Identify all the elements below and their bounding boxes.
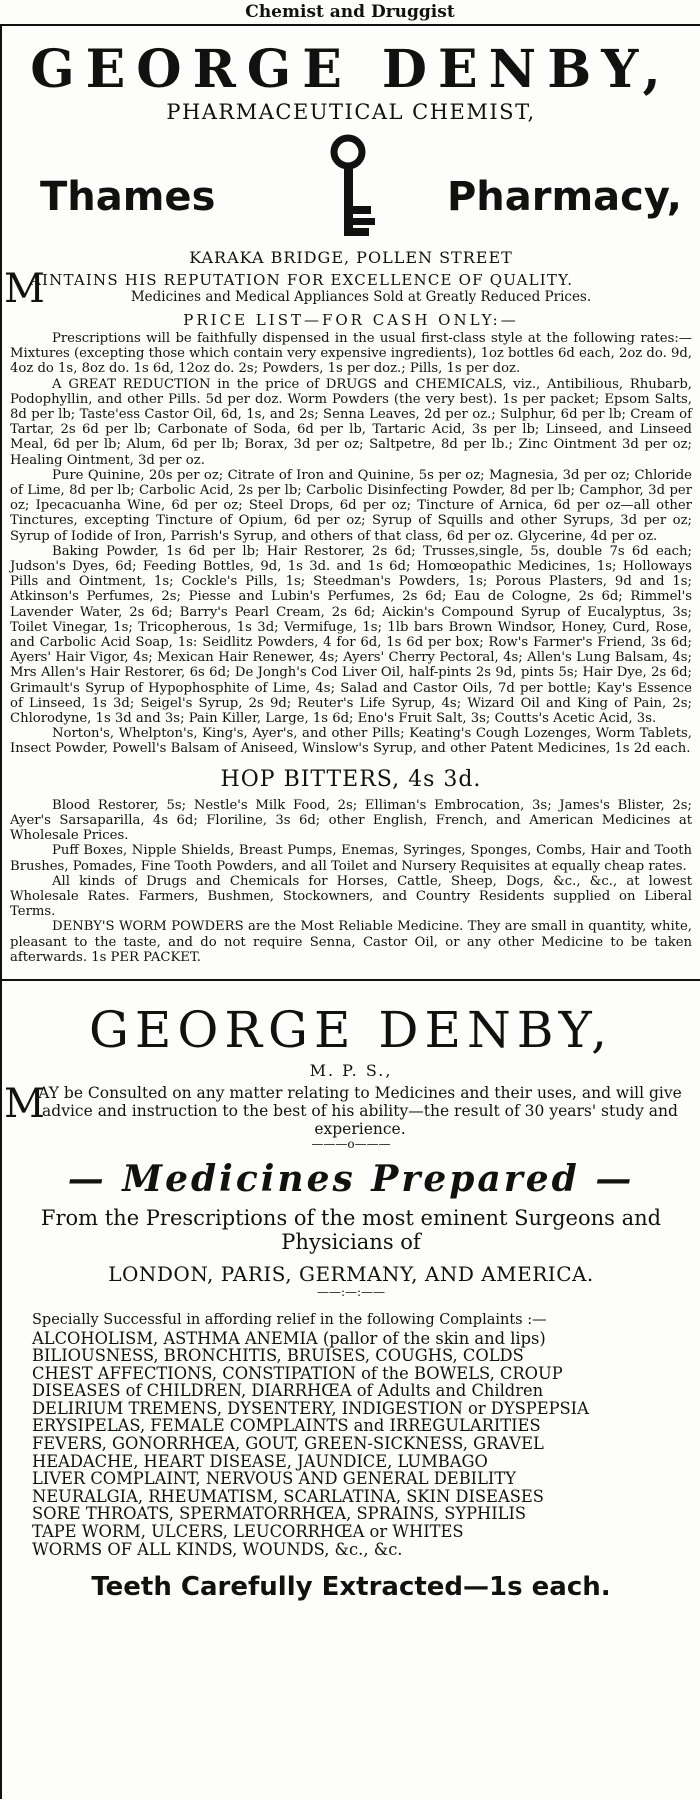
section-divider (2, 979, 700, 981)
price-paragraph: Norton's, Whelpton's, King's, Ayer's, and other Pills; Keating's Cough Lozenges, Worm Tablets, Insect Powder, Powell's Balsam of Aniseed, Winslow's Syrup, and other Patent Medicines, 1s 2d each. (10, 726, 692, 757)
medicines-prepared-heading: — Medicines Prepared — (67, 1157, 635, 1200)
complaint-line: LIVER COMPLAINT, NERVOUS AND GENERAL DEBILITY (32, 1469, 516, 1489)
hop-bitters-heading: HOP BITTERS, 4s 3d. (220, 766, 482, 792)
price-paragraph: Prescriptions will be faithfully dispensed in the usual first-class style at the following rates:—Mixtures (excepting those which contain very expensive ingredients), 1oz bottles 6d each, 2oz do. 9d, 4oz do 1s, 8oz do. 1s 6d, 12oz do. 2s; Powders, 1s per doz.; Pills, 1s per doz. (10, 331, 692, 377)
price-paragraph: Pure Quinine, 20s per oz; Citrate of Iron and Quinine, 5s per oz; Magnesia, 3d per oz; Chloride of Lime, 8d per lb; Carbolic Acid, 2s per lb; Carbolic Disinfecting Powder, 8d per lb; Camphor, 3d per oz; Ipecacuanha Wine, 6d per oz; Steel Drops, 6d per oz; Tincture of Arnica, 6d per oz—all other Tinctures, excepting Tincture of Opium, 6d per oz; Syrup of Squills and other Syrups, 3d per oz; Syrup of Iodide of Iron, Parrish's Syrup, and others of that class, 6d per oz. Glycerine, 4d per oz. (10, 467, 692, 544)
ornament-divider: ——:—:—— (316, 1284, 386, 1299)
consultation-text: AY be Consulted on any matter relating to Medicines and their uses, and will give advice and instruction to the best of his ability—the result of 30 years' study and experience. (38, 1083, 682, 1138)
teeth-extraction-line: Teeth Carefully Extracted—1s each. (91, 1572, 611, 1603)
complaint-line: NEURALGIA, RHEUMATISM, SCARLATINA, SKIN DISEASES (32, 1486, 544, 1506)
price-paragraph: A GREAT REDUCTION in the price of DRUGS and CHEMICALS, viz., Antibilious, Rhubarb, Podophyllin, and other Pills. 5d per doz. Worm Powders (the very best). 1s per packet; Epsom Salts, 8d per lb; Taste'ess Castor Oil, 6d, 1s, and 2s; Senna Leaves, 2d per oz.; Sulphur, 6d per lb; Cream of Tartar, 2s 6d per lb; Carbonate of Soda, 6d per lb, Tartaric Acid, 3s per lb; Linseed, and Linseed Meal, 6d per lb; Alum, 6d per lb; Borax, 3d per oz; Saltpetre, 8d per lb.; Zinc Ointment 3d per oz; Healing Ointment, 3d per oz. (10, 376, 692, 468)
complaint-line: BILIOUSNESS, BRONCHITIS, BRUISES, COUGHS, COLDS (32, 1346, 524, 1366)
complaints-list (32, 1312, 700, 1558)
ornament-divider: ———o——— (311, 1136, 391, 1151)
ad-subtitle: PHARMACEUTICAL CHEMIST, (166, 100, 536, 124)
complaint-line: TAPE WORM, ULCERS, LEUCORRHŒA or WHITES (32, 1522, 464, 1542)
consultation-statement (4, 1080, 690, 1138)
reduced-prices-line: Medicines and Medical Appliances Sold at Greatly Reduced Prices. (130, 289, 592, 305)
prescriptions-line: From the Prescriptions of the most eminent Surgeons and Physicians of (40, 1205, 662, 1254)
complaint-line: HEADACHE, HEART DISEASE, JAUNDICE, LUMBAGO (32, 1451, 488, 1471)
section-header: Chemist and Druggist (0, 0, 700, 26)
pharmacy-word-right: Pharmacy, (446, 174, 682, 220)
complaint-line: ERYSIPELAS, FEMALE COMPLAINTS and IRREGULARITIES (32, 1416, 541, 1436)
cities-line: LONDON, PARIS, GERMANY, AND AMERICA. (108, 1261, 594, 1286)
price-paragraph: Blood Restorer, 5s; Nestle's Milk Food, 2s; Elliman's Embrocation, 3s; James's Blister, 2s; Ayer's Sarsaparilla, 4s 6d; Floriline, 3s 6d; other English, French, and American Medicines at Wholesale Prices. (10, 797, 692, 844)
reputation-statement (4, 266, 692, 312)
ad2-title-george-denby: GEORGE DENBY, (88, 1000, 614, 1059)
complaints-intro: Specially Successful in affording relief in the following Complaints :— (32, 1311, 547, 1328)
complaint-line: SORE THROATS, SPERMATORRHŒA, SPRAINS, SYPHILIS (32, 1504, 527, 1524)
price-paragraph: All kinds of Drugs and Chemicals for Horses, Cattle, Sheep, Dogs, &c., &c., at lowest Wholesale Rates. Farmers, Bushmen, Stockowners, and Country Residents supplied on Liberal Terms. (10, 873, 692, 920)
price-paragraph: DENBY'S WORM POWDERS are the Most Reliable Medicine. They are small in quantity, white, pleasant to the taste, and do not require Senna, Castor Oil, or any other Medicine to be taken afterwards. 1s PER PACKET. (10, 919, 692, 965)
pharmacy-banner (2, 134, 700, 244)
drop-cap: M (4, 1080, 45, 1127)
complaint-line: DELIRIUM TREMENS, DYSENTERY, INDIGESTION or DYSPEPSIA (32, 1398, 589, 1418)
mps-credential: M. P. S., (309, 1060, 393, 1080)
address: KARAKA BRIDGE, POLLEN STREET (189, 248, 513, 267)
price-paragraph: Baking Powder, 1s 6d per lb; Hair Restorer, 2s 6d; Trusses,single, 5s, double 7s 6d each; Judson's Dyes, 6d; Feeding Bottles, 9d, 1s 3d. and 1s 6d; Homœopathic Medicines, 1s; Holloways Pills and Ointment, 1s; Cockle's Pills, 1s; Steedman's Powders, 1s; Porous Plasters, 9d and 1s; Atkinson's Perfumes, 2s; Piesse and Lubin's Perfumes, 2s 6d; Eau de Cologne, 2s 6d; Rimmel's Lavender Water, 2s 6d; Barry's Pearl Cream, 2s 6d; Aickin's Compound Syrup of Eucalyptus, 3s; Toilet Vinegar, 1s; Tricopherous, 1s 3d; Vermifuge, 1s; 1lb bars Brown Windsor, Honey, Curd, Rose, and Carbolic Acid Soap, 1s: Seidlitz Powders, 4 for 6d, 1s 6d per box; Row's Farmer's Friend, 3s 6d; Ayers' Hair Vigor, 4s; Mexican Hair Renewer, 4s; Ayers' Cherry Pectoral, 4s; Allen's Lung Balsam, 4s; Mrs Allen's Hair Restorer, 6s 6d; De Jongh's Cod Liver Oil, half-pints 2s 9d, pints 5s; Hair Dye, 2s 6d; Grimault's Syrup of Hypophosphite of Lime, 4s; Salad and Castor Oils, 7d per bottle; Kay's Essence of Linseed, 1s 3d; Seigel's Syrup, 2s 9d; Reuter's Life Syrup, 4s; Wizard Oil and King of Pain, 2s; Chlorodyne, 1s 3d and 3s; Pain Killer, Large, 1s 6d; Eno's Fruit Salt, 3s; Coutts's Acetic Acid, 3s. (10, 543, 692, 727)
complaint-line: CHEST AFFECTIONS, CONSTIPATION of the BOWELS, CROUP (32, 1363, 563, 1383)
complaint-line: ALCOHOLISM, ASTHMA ANEMIA (pallor of the skin and lips) (32, 1328, 546, 1348)
drop-cap: M (4, 266, 45, 312)
complaint-line: WORMS OF ALL KINDS, WOUNDS, &c., &c. (32, 1539, 403, 1559)
key-icon (320, 134, 380, 244)
reputation-line: AINTAINS HIS REPUTATION FOR EXCELLENCE OF QUALITY. (30, 271, 574, 289)
complaint-line: FEVERS, GONORRHŒA, GOUT, GREEN-SICKNESS, GRAVEL (32, 1434, 544, 1454)
ad-title-george-denby: GEORGE DENBY, (30, 39, 672, 100)
pharmacy-word-left: Thames (40, 174, 216, 220)
advertisement-column (0, 24, 700, 1799)
price-paragraph: Puff Boxes, Nipple Shields, Breast Pumps, Enemas, Syringes, Sponges, Combs, Hair and Tooth Brushes, Pomades, Fine Tooth Powders, and all Toilet and Nursery Requisites at equally cheap rates. (10, 843, 692, 874)
complaint-line: DISEASES of CHILDREN, DIARRHŒA of Adults and Children (32, 1381, 544, 1401)
price-list-heading: PRICE LIST—FOR CASH ONLY:— (183, 311, 519, 329)
